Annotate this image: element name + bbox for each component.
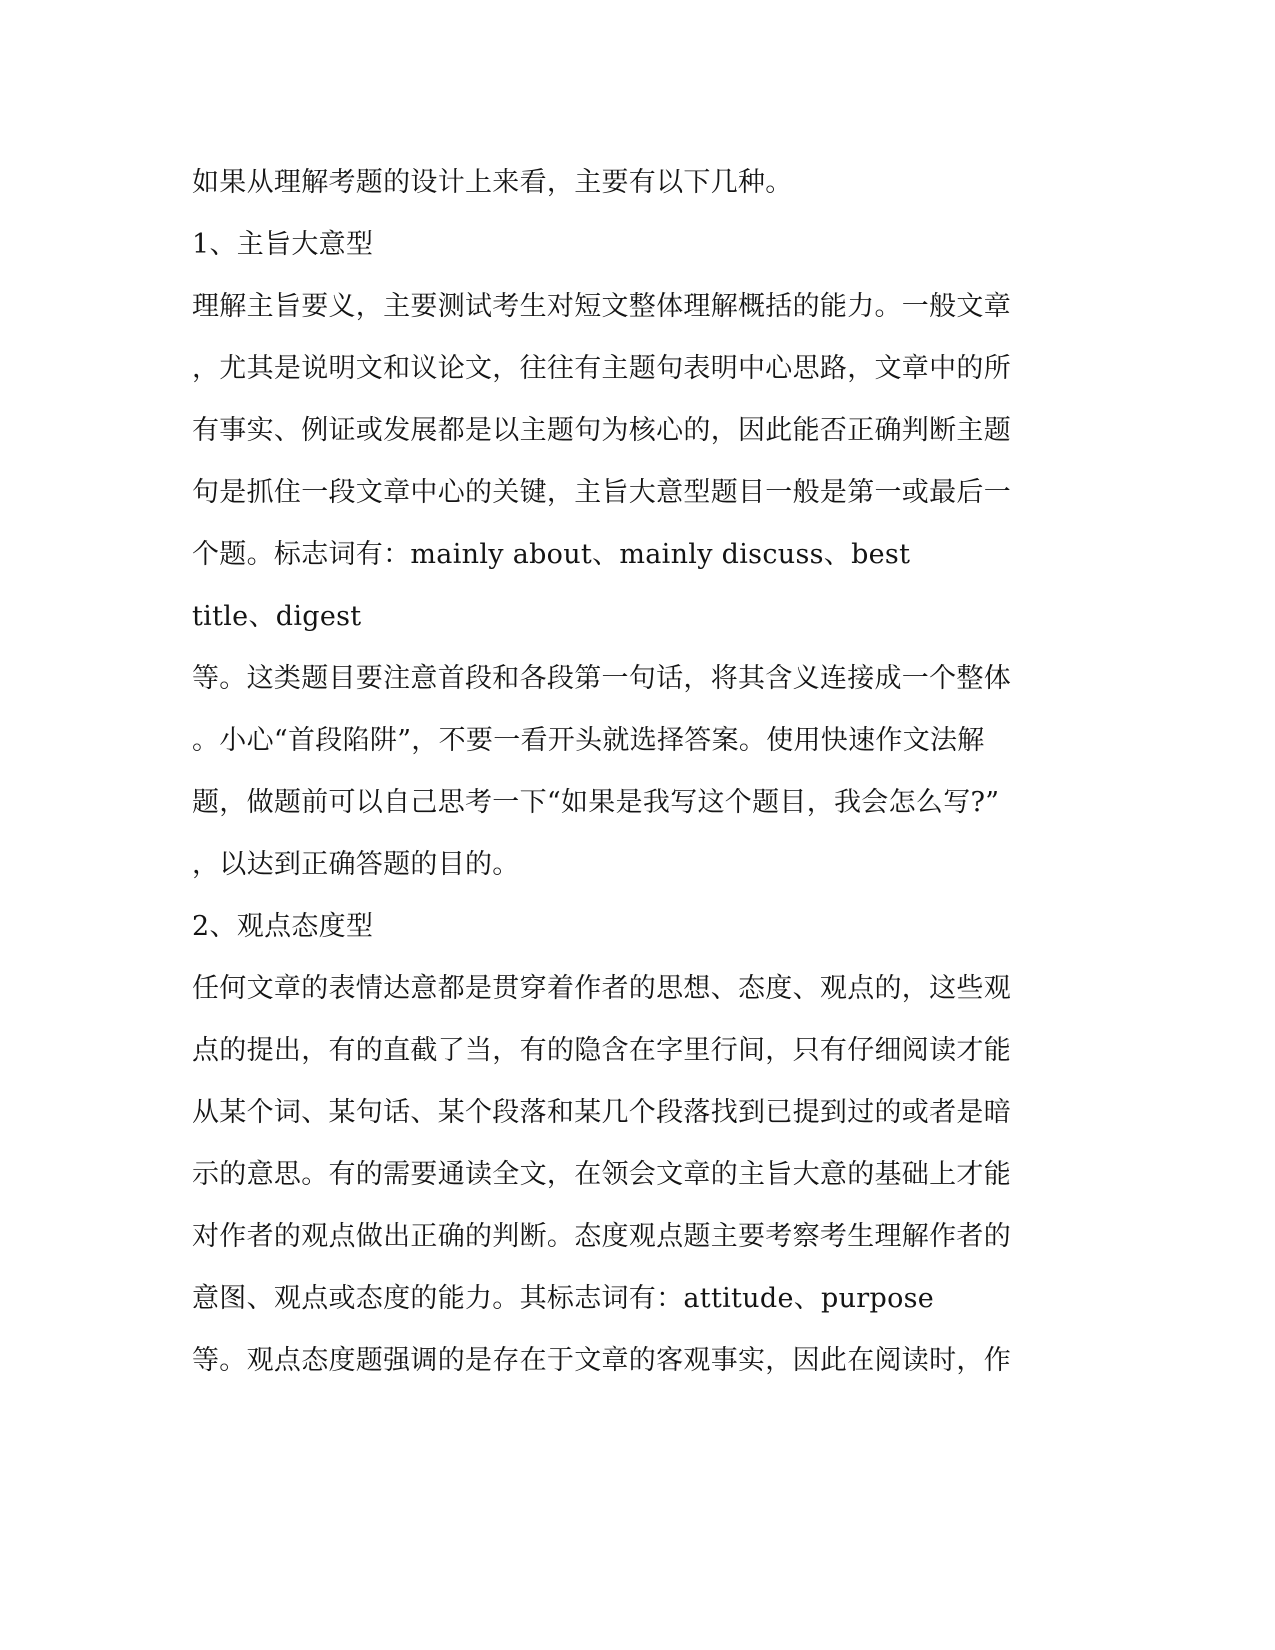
- text-line: ，尤其是说明文和议论文，往往有主题句表明中心思路，文章中的所: [192, 353, 1011, 384]
- text-line: 句是抓住一段文章中心的关键，主旨大意型题目一般是第一或最后一: [192, 477, 1011, 508]
- text-line: title、digest: [192, 601, 362, 632]
- text-line: 等。这类题目要注意首段和各段第一句话，将其含义连接成一个整体: [192, 663, 1011, 694]
- text-line: 。小心“首段陷阱”，不要一看开头就选择答案。使用快速作文法解: [192, 725, 985, 756]
- text-line: 有事实、例证或发展都是以主题句为核心的，因此能否正确判断主题: [192, 415, 1011, 446]
- text-line-intro: 如果从理解考题的设计上来看，主要有以下几种。: [192, 167, 793, 198]
- text-line: 从某个词、某句话、某个段落和某几个段落找到已提到过的或者是暗: [192, 1097, 1011, 1128]
- text-line: 点的提出，有的直截了当，有的隐含在字里行间，只有仔细阅读才能: [192, 1035, 1011, 1066]
- section-heading-attitude: 2、观点态度型: [192, 911, 374, 942]
- section-heading-main-idea: 1、主旨大意型: [192, 229, 374, 260]
- text-line: 意图、观点或态度的能力。其标志词有：attitude、purpose: [192, 1283, 935, 1314]
- text-line: 示的意思。有的需要通读全文，在领会文章的主旨大意的基础上才能: [192, 1159, 1011, 1190]
- text-line: 任何文章的表情达意都是贯穿着作者的思想、态度、观点的，这些观: [192, 973, 1011, 1004]
- text-line: 个题。标志词有：mainly about、mainly discuss、best: [192, 539, 911, 570]
- text-line: 理解主旨要义，主要测试考生对短文整体理解概括的能力。一般文章: [192, 291, 1011, 322]
- text-line: 对作者的观点做出正确的判断。态度观点题主要考察考生理解作者的: [192, 1221, 1011, 1252]
- text-line: 题，做题前可以自己思考一下“如果是我写这个题目，我会怎么写?”: [192, 787, 1000, 818]
- text-line: 等。观点态度题强调的是存在于文章的客观事实，因此在阅读时，作: [192, 1345, 1011, 1376]
- text-line: ，以达到正确答题的目的。: [192, 849, 520, 880]
